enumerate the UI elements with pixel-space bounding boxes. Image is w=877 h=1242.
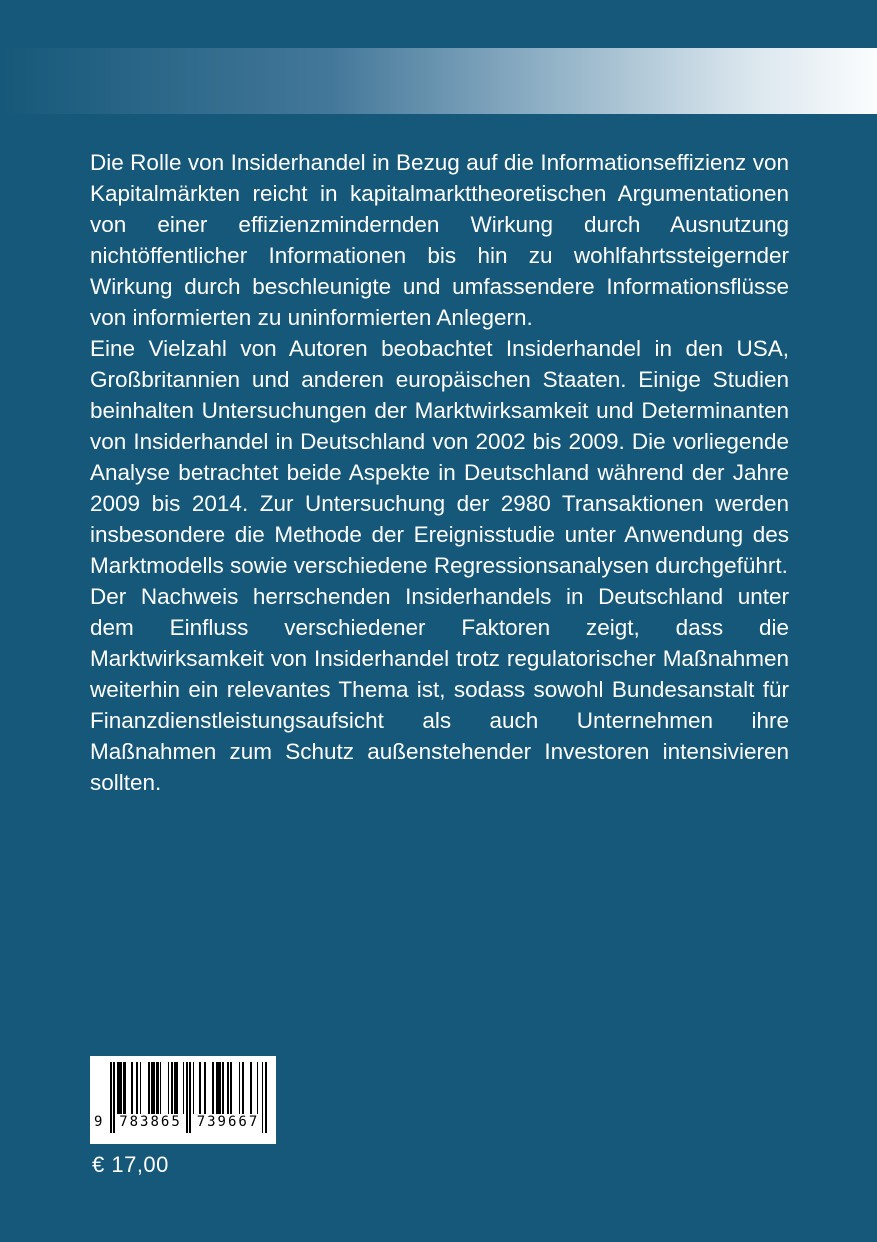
barcode-digit-group: 9 [94,1114,103,1130]
gradient-band [0,48,877,114]
barcode [90,1056,276,1144]
barcode-number [90,1114,276,1132]
barcode-digit-group: 783865 [119,1114,182,1130]
price-label: € 17,00 [92,1152,169,1177]
barcode-digit-group: 739667 [196,1114,260,1130]
blurb-paragraph: Der Nachweis herrschenden Insiderhandels in Deutschland unter dem Einfluss verschiedener Faktoren zeigt, dass die Marktwirksamkeit von Insiderhandel trotz regulatorischer Maßnahmen weiterhin ein relevantes Thema ist, sodass sowohl Bundesanstalt für Finanzdienstleistungsaufsicht als auch Unternehmen ihre Maßnahmen zum Schutz außenstehender Investoren intensivieren sollten. [90,584,789,795]
blurb-text [90,147,789,798]
blurb-paragraph: Die Rolle von Insiderhandel in Bezug auf die Informationseffizienz von Kapitalmärkten reicht in kapitalmarkttheoretischen Argumentationen von einer effizienzmindernden Wirkung durch Ausnutzung nichtöffentlicher Informationen bis hin zu wohlfahrtssteigernder Wirkung durch beschleunigte und umfassendere Informationsflüsse von informierten zu uninformierten Anlegern. [90,150,789,330]
blurb-paragraph: Eine Vielzahl von Autoren beobachtet Insiderhandel in den USA, Großbritannien und anderen europäischen Staaten. Einige Studien beinhalten Untersuchungen der Marktwirksamkeit und Determinanten von Insiderhandel in Deutschland von 2002 bis 2009. Die vorliegende Analyse betrachtet beide Aspekte in Deutschland während der Jahre 2009 bis 2014. Zur Untersuchung der 2980 Transaktionen werden insbesondere die Methode der Ereignisstudie unter Anwendung des Marktmodells sowie verschiedene Regressionsanalysen durchgeführt. [90,336,789,578]
